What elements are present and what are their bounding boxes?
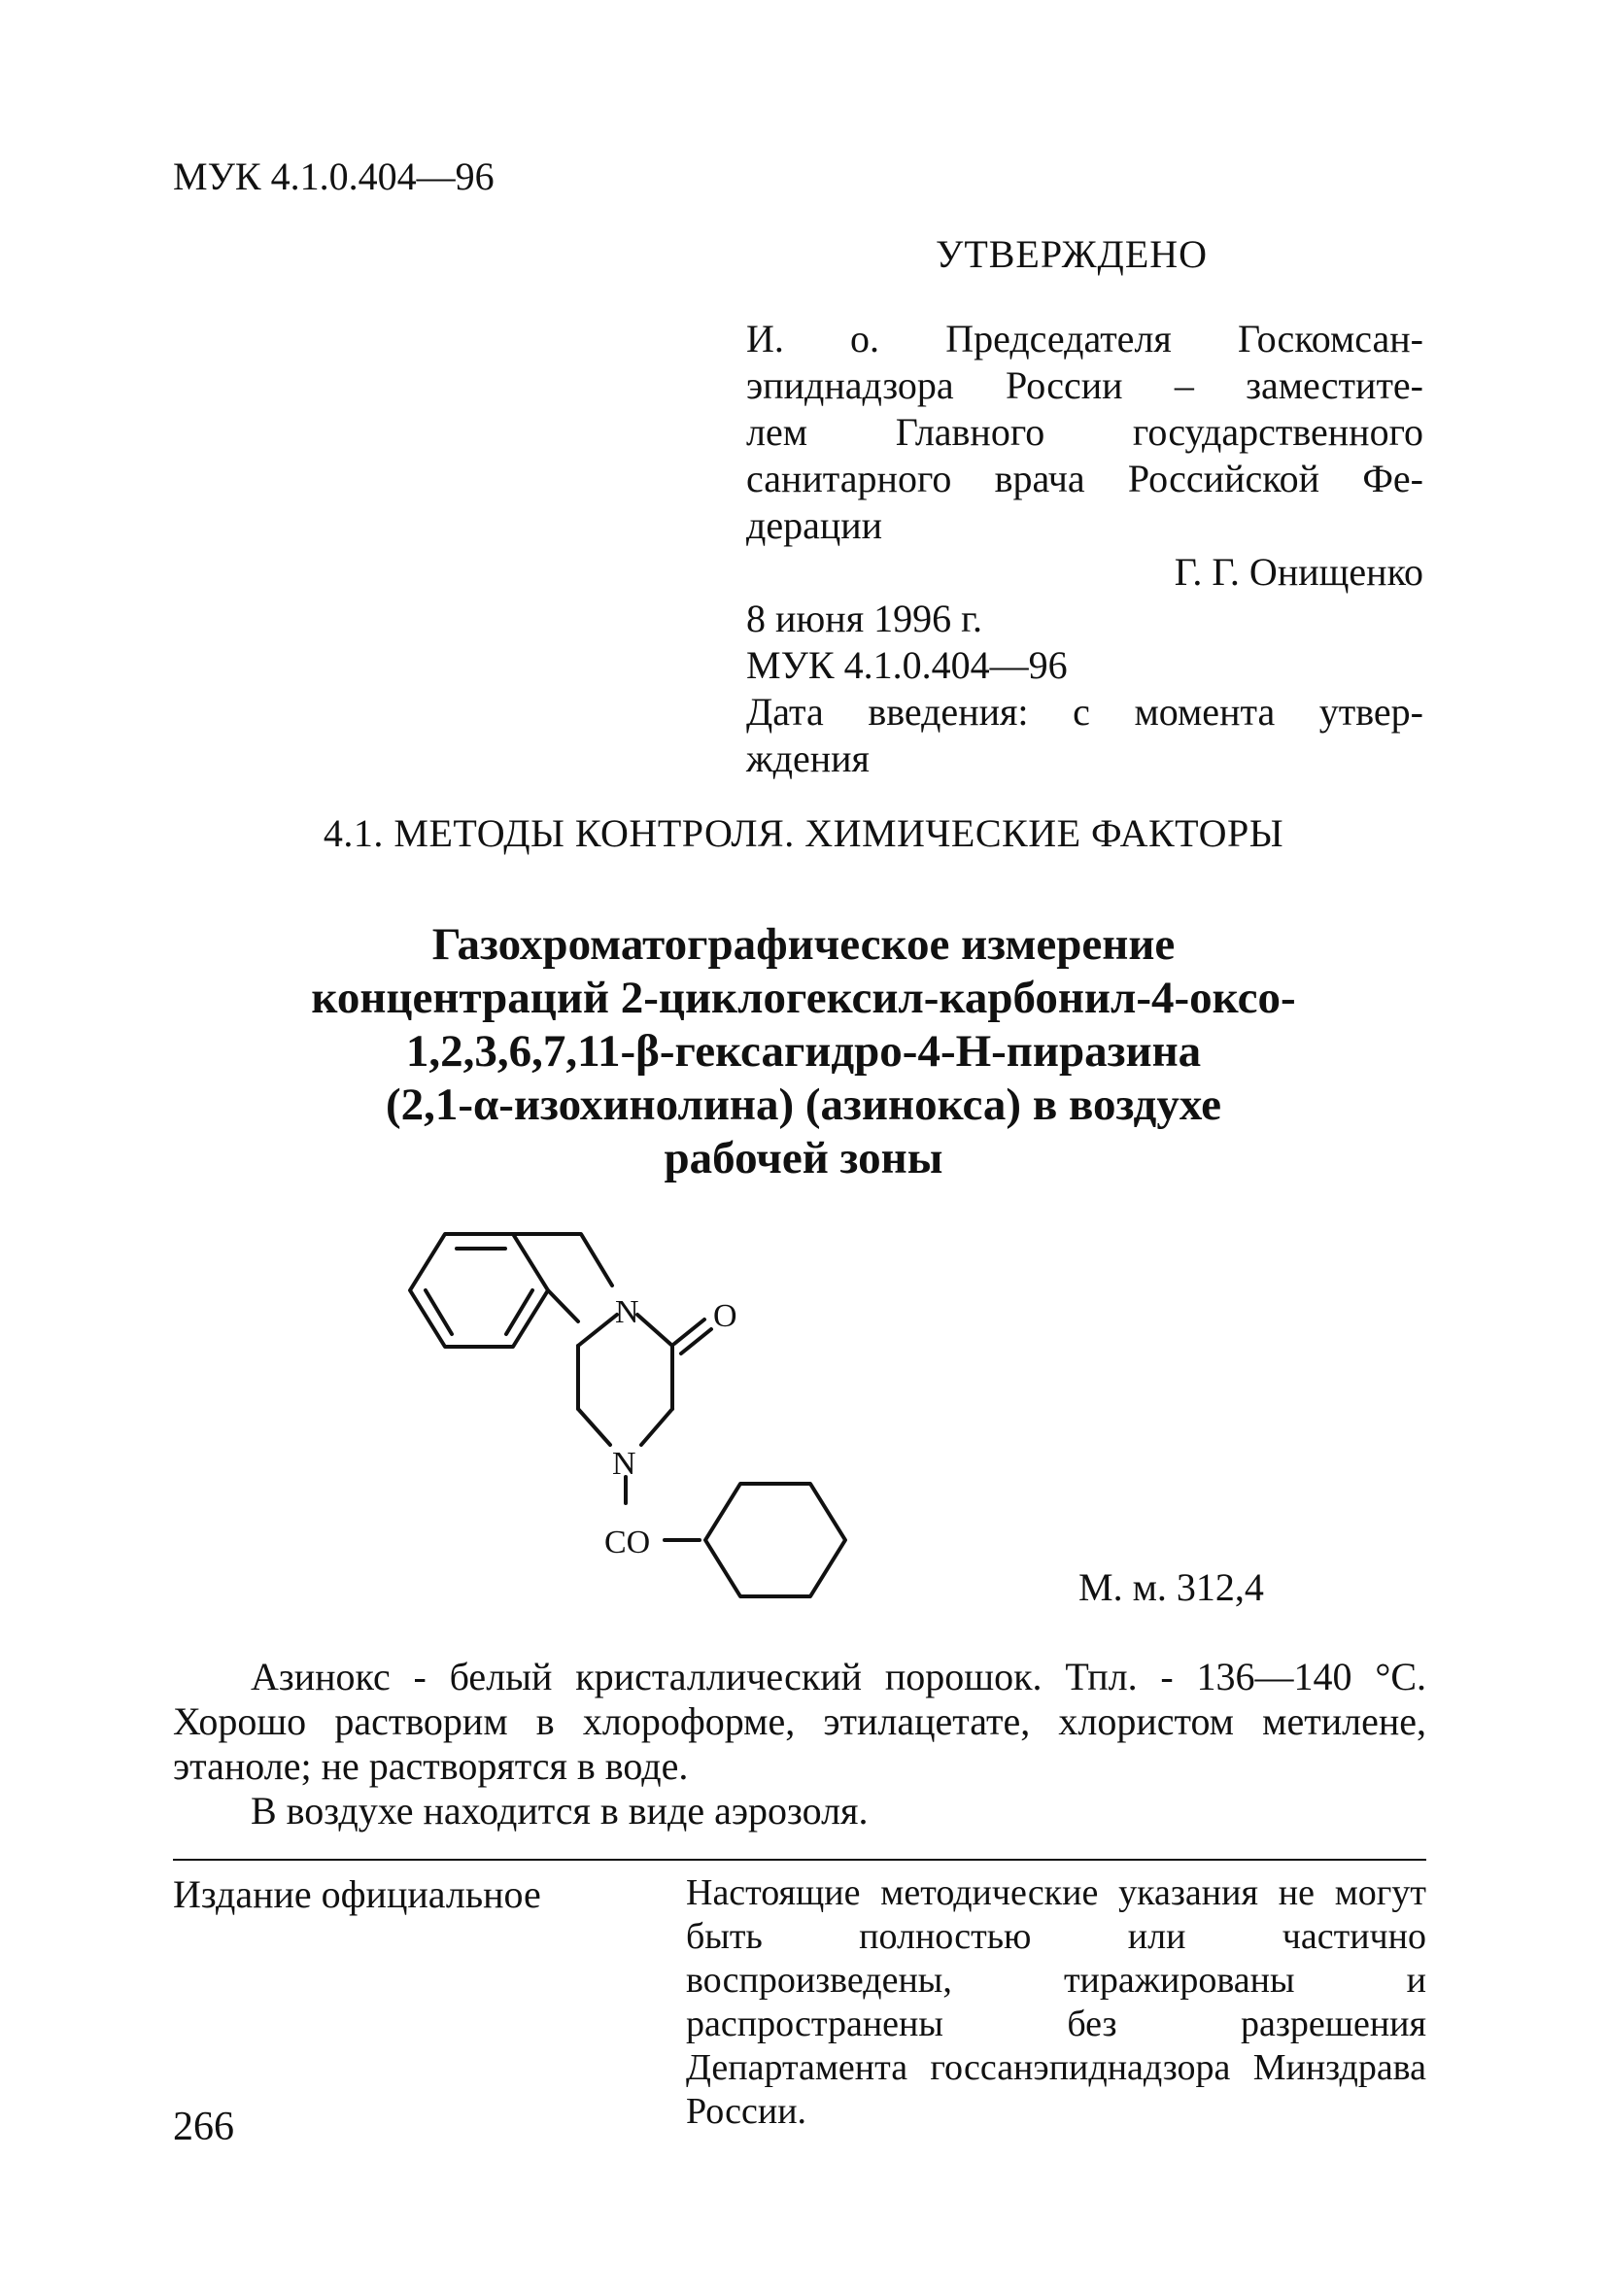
approved-label: УТВЕРЖДЕНО bbox=[936, 232, 1209, 276]
piperazine-bond bbox=[578, 1409, 610, 1445]
approval-position-line: санитарного врача Российской Фе- bbox=[746, 457, 1423, 500]
description-paragraph: В воздухе находится в виде аэрозоля. bbox=[251, 1789, 869, 1833]
benzene-ring bbox=[410, 1234, 548, 1347]
title-line: 1,2,3,6,7,11-β-гексагидро-4-Н-пиразина bbox=[405, 1026, 1202, 1077]
piperazine-bond bbox=[637, 1315, 672, 1346]
title-line: (2,1-α-изохинолина) (азинокса) в воздухе bbox=[385, 1079, 1222, 1130]
description-paragraph: Азинокс - белый кристаллический порошок. Тпл. - 136—140 °С. Хорошо растворим в хлороформе, этилацетате, хлористом метилене, этаноле; не растворятся в воде. bbox=[173, 1655, 1426, 1788]
approval-position-line: эпиднадзора России – заместите- bbox=[746, 363, 1423, 407]
effective-date-line: ждения bbox=[746, 737, 870, 780]
description bbox=[173, 1655, 1426, 1833]
piperazine-bond bbox=[641, 1409, 672, 1445]
title-line: концентраций 2-циклогексил-карбонил-4-оксо- bbox=[311, 973, 1296, 1023]
footer-divider bbox=[173, 1859, 1426, 1861]
title-line: рабочей зоны bbox=[664, 1133, 943, 1183]
approval-date: 8 июня 1996 г. bbox=[746, 597, 982, 640]
atom-oxygen: O bbox=[713, 1298, 737, 1334]
benzene-double-bond bbox=[506, 1290, 532, 1334]
approval-position-line: дерации bbox=[746, 503, 883, 547]
approval-block bbox=[746, 316, 1423, 782]
approval-position-line: И. о. Председателя Госкомсан- bbox=[746, 317, 1423, 360]
approval-doc-code: МУК 4.1.0.404—96 bbox=[746, 643, 1068, 687]
section-heading: 4.1. МЕТОДЫ КОНТРОЛЯ. ХИМИЧЕСКИЕ ФАКТОРЫ bbox=[323, 811, 1284, 855]
atom-nitrogen: N bbox=[612, 1446, 636, 1482]
piperazine-bond bbox=[578, 1315, 617, 1346]
edition-label: Издание официальное bbox=[173, 1872, 541, 1916]
benzene-double-bond bbox=[426, 1290, 452, 1334]
page-number: 266 bbox=[173, 2105, 234, 2149]
effective-date-line: Дата введения: с момента утвер- bbox=[746, 690, 1423, 734]
cyclohexane-ring bbox=[705, 1484, 845, 1596]
carbonyl-group: CO bbox=[604, 1525, 651, 1560]
molecular-mass: М. м. 312,4 bbox=[1078, 1565, 1264, 1609]
atom-nitrogen: N bbox=[615, 1294, 639, 1330]
document-code: МУК 4.1.0.404—96 bbox=[173, 154, 495, 198]
approval-position-line: лем Главного государственного bbox=[746, 410, 1423, 454]
title-line: Газохроматографическое измерение bbox=[431, 919, 1176, 970]
document-title bbox=[146, 918, 1461, 1185]
copyright-notice: Настоящие методические указания не могут быть полностью или частично воспроизведены, тиражированы и распространены без разрешения Департамента госсанэпиднадзора Минздрава России. bbox=[686, 1872, 1426, 2132]
ring-bond bbox=[548, 1290, 578, 1321]
structural-formula bbox=[379, 1219, 894, 1628]
approval-signatory: Г. Г. Онищенко bbox=[1174, 550, 1423, 594]
